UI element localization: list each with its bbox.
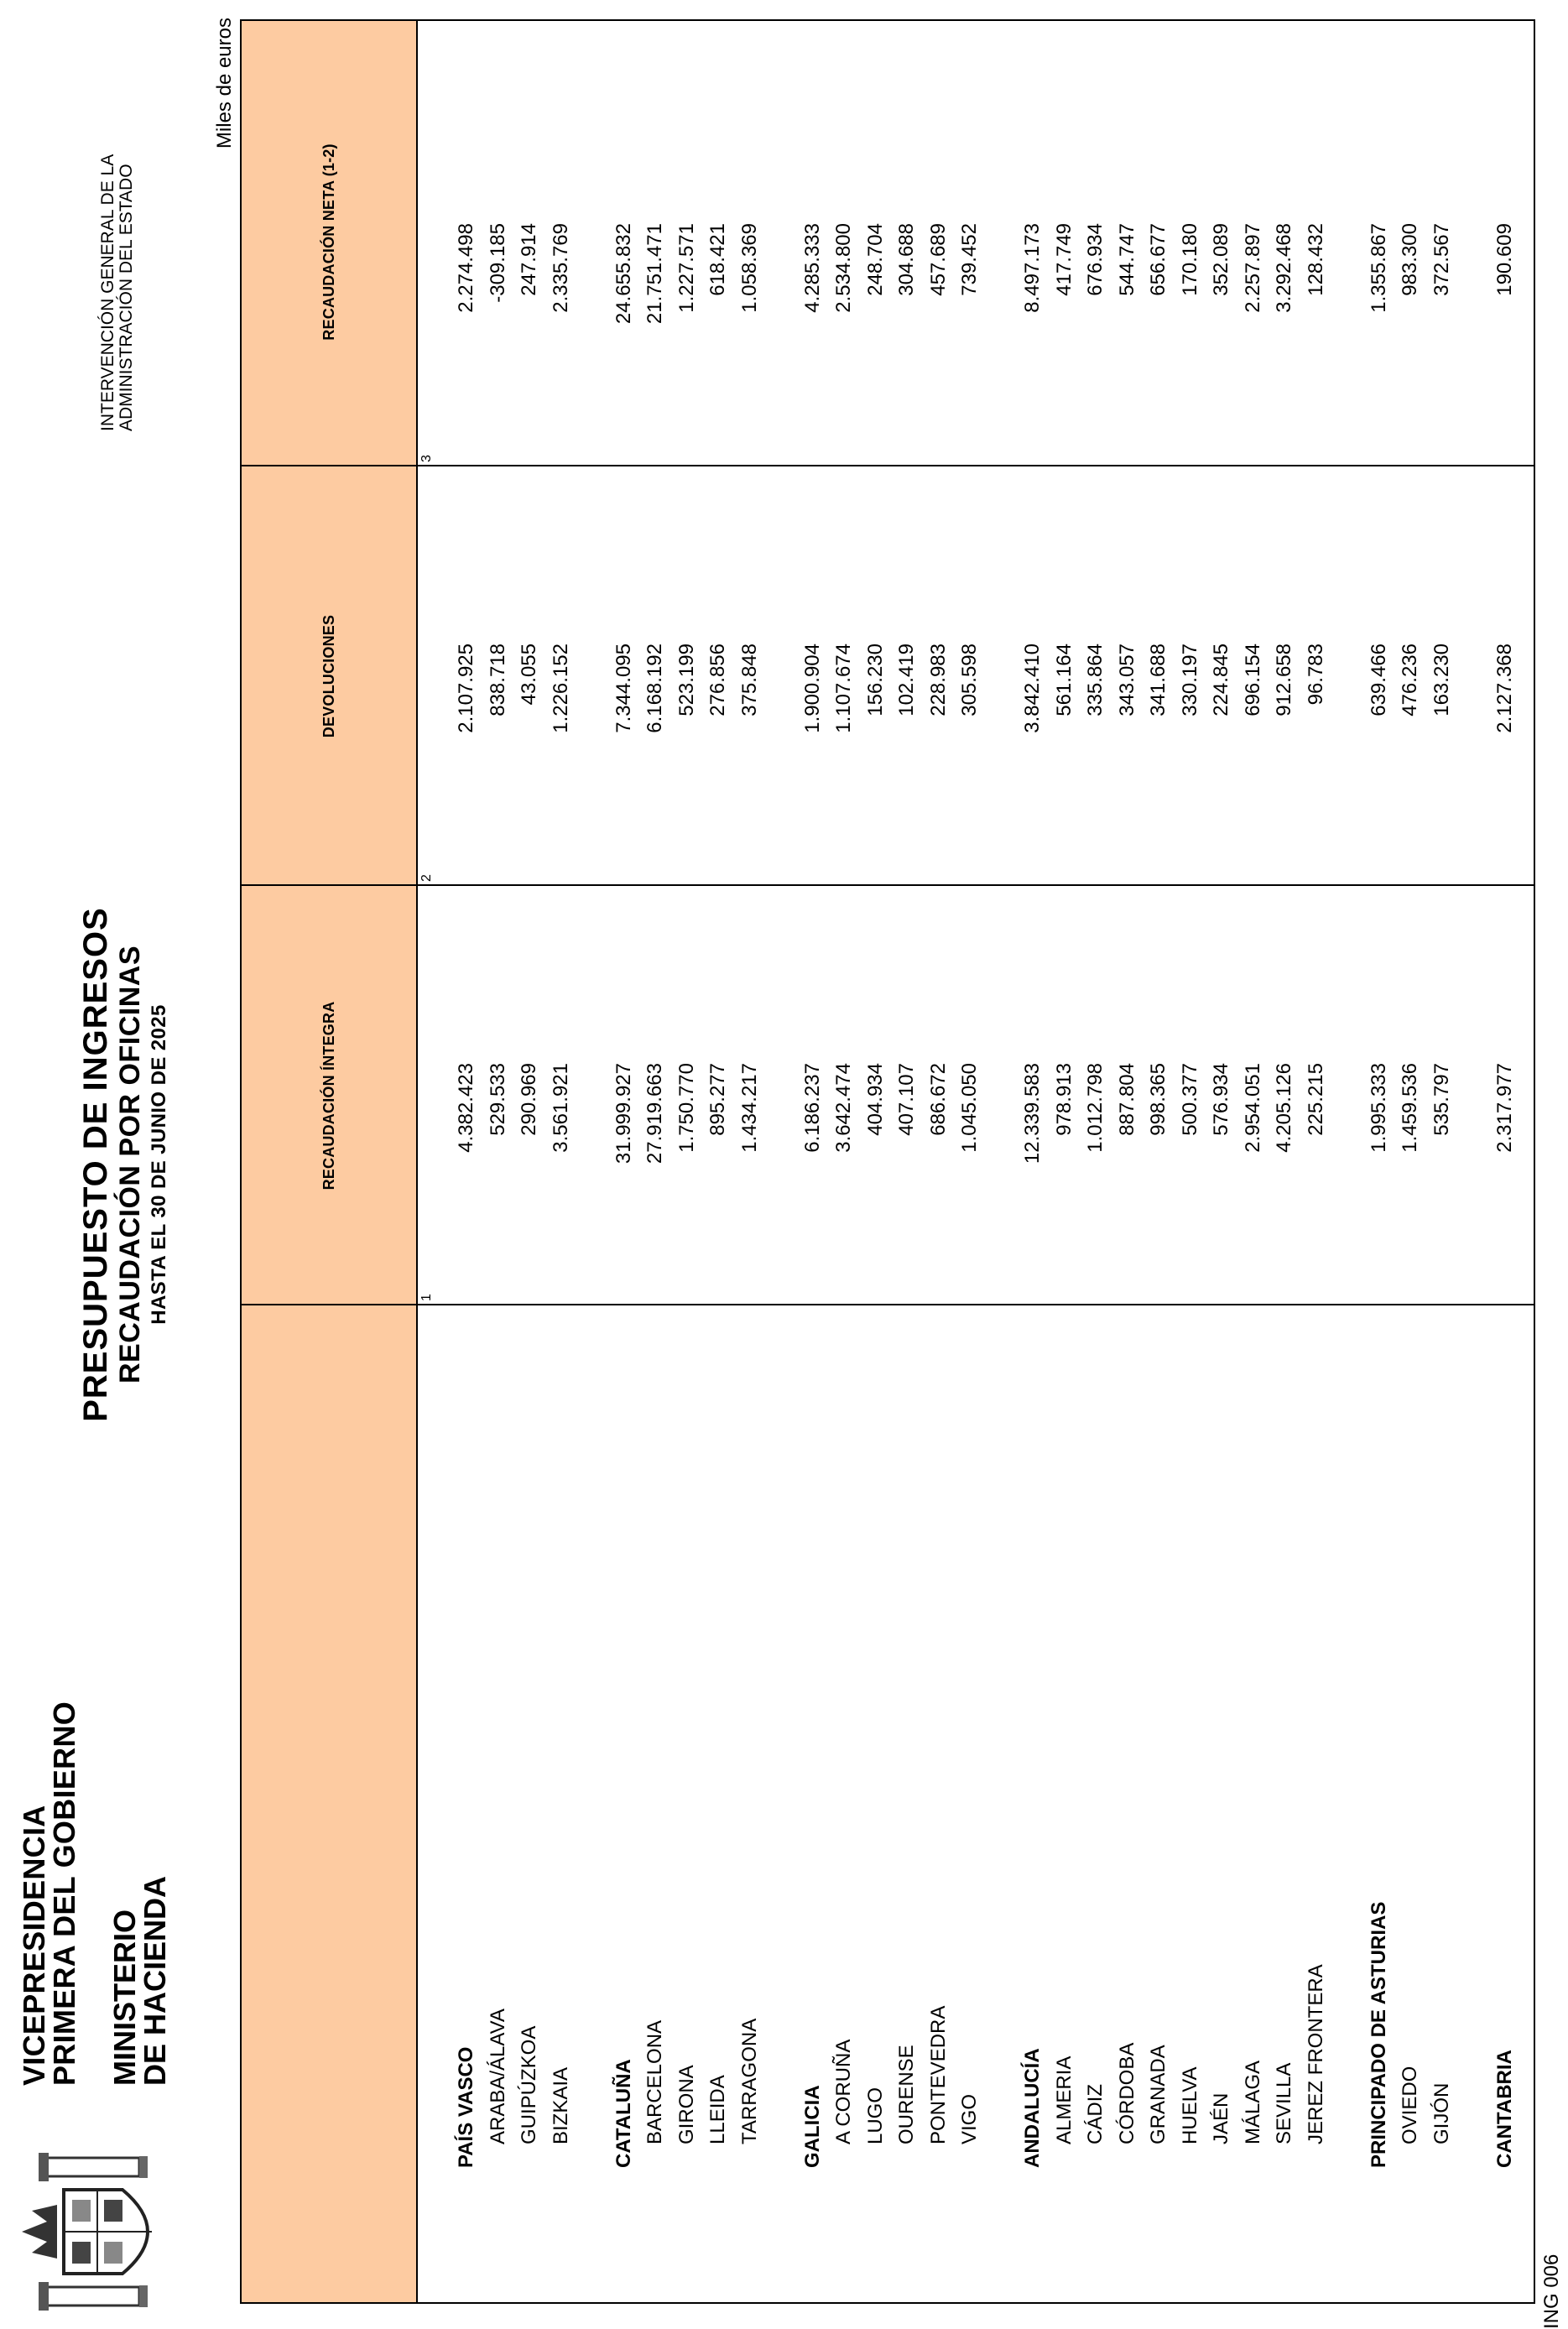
table-row: [609, 21, 639, 2302]
region-name: GUIPÚZKOA: [518, 2025, 540, 2144]
value-devoluciones: 1.107.674: [832, 643, 855, 733]
units-label: Miles de euros: [213, 18, 236, 149]
region-name: CÁDIZ: [1084, 2084, 1107, 2144]
table-body: [418, 21, 1534, 2302]
table-row: [672, 21, 702, 2302]
region-name: JAÉN: [1210, 2092, 1232, 2144]
value-devoluciones: 476.236: [1399, 643, 1421, 716]
column-number: 1: [419, 1294, 434, 1301]
value-integra: 686.672: [926, 1063, 950, 1136]
value-integra: 887.804: [1115, 1063, 1138, 1136]
table-row: [1490, 21, 1520, 2302]
table-row: [1143, 21, 1174, 2302]
value-neta: 24.655.832: [612, 223, 635, 325]
value-neta: 457.689: [926, 223, 950, 296]
table-row: [1269, 21, 1300, 2302]
value-integra: 500.377: [1178, 1063, 1201, 1136]
region-name: PONTEVEDRA: [926, 2005, 950, 2144]
revenue-table: [240, 19, 1535, 2304]
region-name: ARABA/ÁLAVA: [486, 2009, 509, 2144]
region-name: CATALUÑA: [612, 2059, 635, 2168]
value-devoluciones: 561.164: [1052, 643, 1076, 716]
column-header-integra: RECAUDACIÓN ÍNTEGRA: [320, 1001, 337, 1191]
value-integra: 404.934: [863, 1063, 887, 1136]
value-integra: 3.561.921: [549, 1063, 572, 1153]
table-row: [1364, 21, 1394, 2302]
table-row: [1395, 21, 1425, 2302]
table-row: [1301, 21, 1331, 2302]
region-name: JEREZ FRONTERA: [1304, 1964, 1327, 2144]
table-row: [892, 21, 922, 2302]
igae-line2: ADMINISTRACIÓN DEL ESTADO: [117, 164, 136, 431]
table-row: [1427, 21, 1457, 2302]
value-devoluciones: 102.419: [895, 643, 918, 716]
table-spacer-row: [1332, 21, 1362, 2302]
igae-line1: INTERVENCIÓN GENERAL DE LA: [98, 154, 117, 431]
value-neta: 352.089: [1210, 223, 1232, 296]
value-neta: 1.227.571: [675, 223, 698, 313]
value-neta: 372.567: [1430, 223, 1453, 296]
value-devoluciones: 912.658: [1273, 643, 1295, 716]
value-devoluciones: 523.199: [675, 643, 698, 716]
value-neta: 417.749: [1052, 223, 1076, 296]
value-integra: 1.434.217: [737, 1063, 761, 1153]
report-title: PRESUPUESTO DE INGRESOS: [77, 907, 114, 1422]
value-neta: 247.914: [518, 223, 540, 296]
region-name: GALICIA: [800, 2085, 824, 2168]
value-devoluciones: 6.168.192: [643, 643, 666, 733]
column-header-neta: RECAUDACIÓN NETA (1-2): [320, 143, 337, 341]
value-neta: 618.421: [706, 223, 729, 296]
value-devoluciones: 3.842.410: [1021, 643, 1044, 733]
value-devoluciones: 276.856: [706, 643, 729, 716]
value-devoluciones: 7.344.095: [612, 643, 635, 733]
value-devoluciones: 1.226.152: [549, 643, 572, 733]
table-row: [798, 21, 828, 2302]
value-integra: 2.954.051: [1241, 1063, 1264, 1153]
table-row: [514, 21, 544, 2302]
region-name: GIJÓN: [1430, 2082, 1453, 2144]
value-integra: 4.382.423: [455, 1063, 477, 1153]
value-devoluciones: 96.783: [1304, 643, 1327, 706]
table-row: [1238, 21, 1268, 2302]
region-name: LLEIDA: [706, 2075, 729, 2144]
table-row: [1081, 21, 1111, 2302]
value-devoluciones: 1.900.904: [800, 643, 824, 733]
value-neta: 4.285.333: [800, 223, 824, 313]
value-integra: 6.186.237: [800, 1063, 824, 1153]
region-name: TARRAGONA: [737, 2018, 761, 2144]
value-integra: 407.107: [895, 1063, 918, 1136]
value-integra: 290.969: [518, 1063, 540, 1136]
value-integra: 1.012.798: [1084, 1063, 1107, 1153]
value-integra: 576.934: [1210, 1063, 1232, 1136]
column-number: 2: [419, 874, 434, 882]
region-name: VIGO: [958, 2093, 981, 2144]
region-name: ALMERIA: [1052, 2055, 1076, 2144]
value-devoluciones: 838.718: [486, 643, 509, 716]
value-neta: 304.688: [895, 223, 918, 296]
value-integra: 2.317.977: [1492, 1063, 1516, 1153]
table-row: [1206, 21, 1237, 2302]
government-title-line1: VICEPRESIDENCIA: [17, 1805, 51, 2086]
region-name: ANDALUCÍA: [1021, 2048, 1044, 2168]
value-integra: 12.339.583: [1021, 1063, 1044, 1164]
table-row: [735, 21, 765, 2302]
government-title-line2: PRIMERA DEL GOBIERNO: [47, 1701, 81, 2086]
table-row: [1112, 21, 1143, 2302]
value-neta: 190.609: [1492, 223, 1516, 296]
value-integra: 31.999.927: [612, 1063, 635, 1164]
value-neta: 2.534.800: [832, 223, 855, 313]
value-devoluciones: 228.983: [926, 643, 950, 716]
value-neta: 21.751.471: [643, 223, 666, 325]
value-integra: 1.045.050: [958, 1063, 981, 1153]
region-name: PAÍS VASCO: [455, 2046, 477, 2168]
value-neta: 128.432: [1304, 223, 1327, 296]
region-name: CANTABRIA: [1492, 2050, 1516, 2168]
value-devoluciones: 43.055: [518, 643, 540, 706]
region-name: BARCELONA: [643, 2019, 666, 2144]
column-number: 3: [419, 455, 434, 462]
value-neta: 1.058.369: [737, 223, 761, 313]
value-integra: 1.995.333: [1367, 1063, 1390, 1153]
document-code: ING 006: [1540, 2253, 1563, 2329]
value-neta: 248.704: [863, 223, 887, 296]
value-devoluciones: 341.688: [1147, 643, 1169, 716]
table-row: [924, 21, 954, 2302]
table-spacer-row: [577, 21, 607, 2302]
table-row: [546, 21, 576, 2302]
table-header: [242, 21, 418, 2302]
value-devoluciones: 305.598: [958, 643, 981, 716]
region-name: GRANADA: [1147, 2045, 1169, 2144]
ministry-title-line2: DE HACIENDA: [138, 1875, 172, 2086]
region-name: GIRONA: [675, 2065, 698, 2144]
table-spacer-row: [987, 21, 1017, 2302]
value-neta: 983.300: [1399, 223, 1421, 296]
table-row: [1175, 21, 1206, 2302]
table-row: [861, 21, 891, 2302]
value-integra: 529.533: [486, 1063, 509, 1136]
value-devoluciones: 224.845: [1210, 643, 1232, 716]
report-subtitle: RECAUDACIÓN POR OFICINAS: [114, 945, 146, 1384]
table-row: [955, 21, 985, 2302]
table-spacer-row: [1458, 21, 1488, 2302]
value-integra: 225.215: [1304, 1063, 1327, 1136]
value-neta: 544.747: [1115, 223, 1138, 296]
value-integra: 895.277: [706, 1063, 729, 1136]
column-header-devoluciones: DEVOLUCIONES: [320, 614, 337, 738]
table-row: [640, 21, 670, 2302]
value-neta: -309.185: [486, 223, 509, 303]
region-name: A CORUÑA: [832, 2039, 855, 2144]
table-row: [483, 21, 513, 2302]
value-integra: 978.913: [1052, 1063, 1076, 1136]
region-name: CÓRDOBA: [1115, 2042, 1138, 2144]
value-integra: 4.205.126: [1273, 1063, 1295, 1153]
value-neta: 2.274.498: [455, 223, 477, 313]
value-devoluciones: 156.230: [863, 643, 887, 716]
value-integra: 1.459.536: [1399, 1063, 1421, 1153]
table-row: [1018, 21, 1048, 2302]
value-neta: 2.257.897: [1241, 223, 1264, 313]
value-devoluciones: 335.864: [1084, 643, 1107, 716]
value-neta: 8.497.173: [1021, 223, 1044, 313]
table-row: [451, 21, 482, 2302]
region-name: OURENSE: [895, 2045, 918, 2144]
value-neta: 656.677: [1147, 223, 1169, 296]
value-neta: 739.452: [958, 223, 981, 296]
value-neta: 676.934: [1084, 223, 1107, 296]
value-integra: 535.797: [1430, 1063, 1453, 1136]
table-row: [829, 21, 859, 2302]
region-name: LUGO: [863, 2087, 887, 2144]
value-devoluciones: 163.230: [1430, 643, 1453, 716]
value-devoluciones: 639.466: [1367, 643, 1390, 716]
value-neta: 1.355.867: [1367, 223, 1390, 313]
region-name: SEVILLA: [1273, 2062, 1295, 2144]
region-name: HUELVA: [1178, 2066, 1201, 2144]
region-name: PRINCIPADO DE ASTURIAS: [1367, 1901, 1390, 2168]
value-devoluciones: 2.107.925: [455, 643, 477, 733]
value-devoluciones: 343.057: [1115, 643, 1138, 716]
value-neta: 2.335.769: [549, 223, 572, 313]
region-name: OVIEDO: [1399, 2066, 1421, 2144]
ministry-title-line1: MINISTERIO: [107, 1909, 142, 2086]
value-integra: 1.750.770: [675, 1063, 698, 1153]
value-devoluciones: 375.848: [737, 643, 761, 716]
value-neta: 3.292.468: [1273, 223, 1295, 313]
region-name: BIZKAIA: [549, 2066, 572, 2144]
table-row: [703, 21, 733, 2302]
value-devoluciones: 330.197: [1178, 643, 1201, 716]
report-date: HASTA EL 30 DE JUNIO DE 2025: [148, 1004, 170, 1325]
value-neta: 170.180: [1178, 223, 1201, 296]
value-integra: 3.642.474: [832, 1063, 855, 1153]
region-name: MÁLAGA: [1241, 2060, 1264, 2144]
table-spacer-row: [766, 21, 796, 2302]
value-integra: 27.919.663: [643, 1063, 666, 1164]
value-devoluciones: 2.127.368: [1492, 643, 1516, 733]
table-row: [1050, 21, 1080, 2302]
value-integra: 998.365: [1147, 1063, 1169, 1136]
coat-of-arms-icon: [13, 2148, 181, 2316]
value-devoluciones: 696.154: [1241, 643, 1264, 716]
